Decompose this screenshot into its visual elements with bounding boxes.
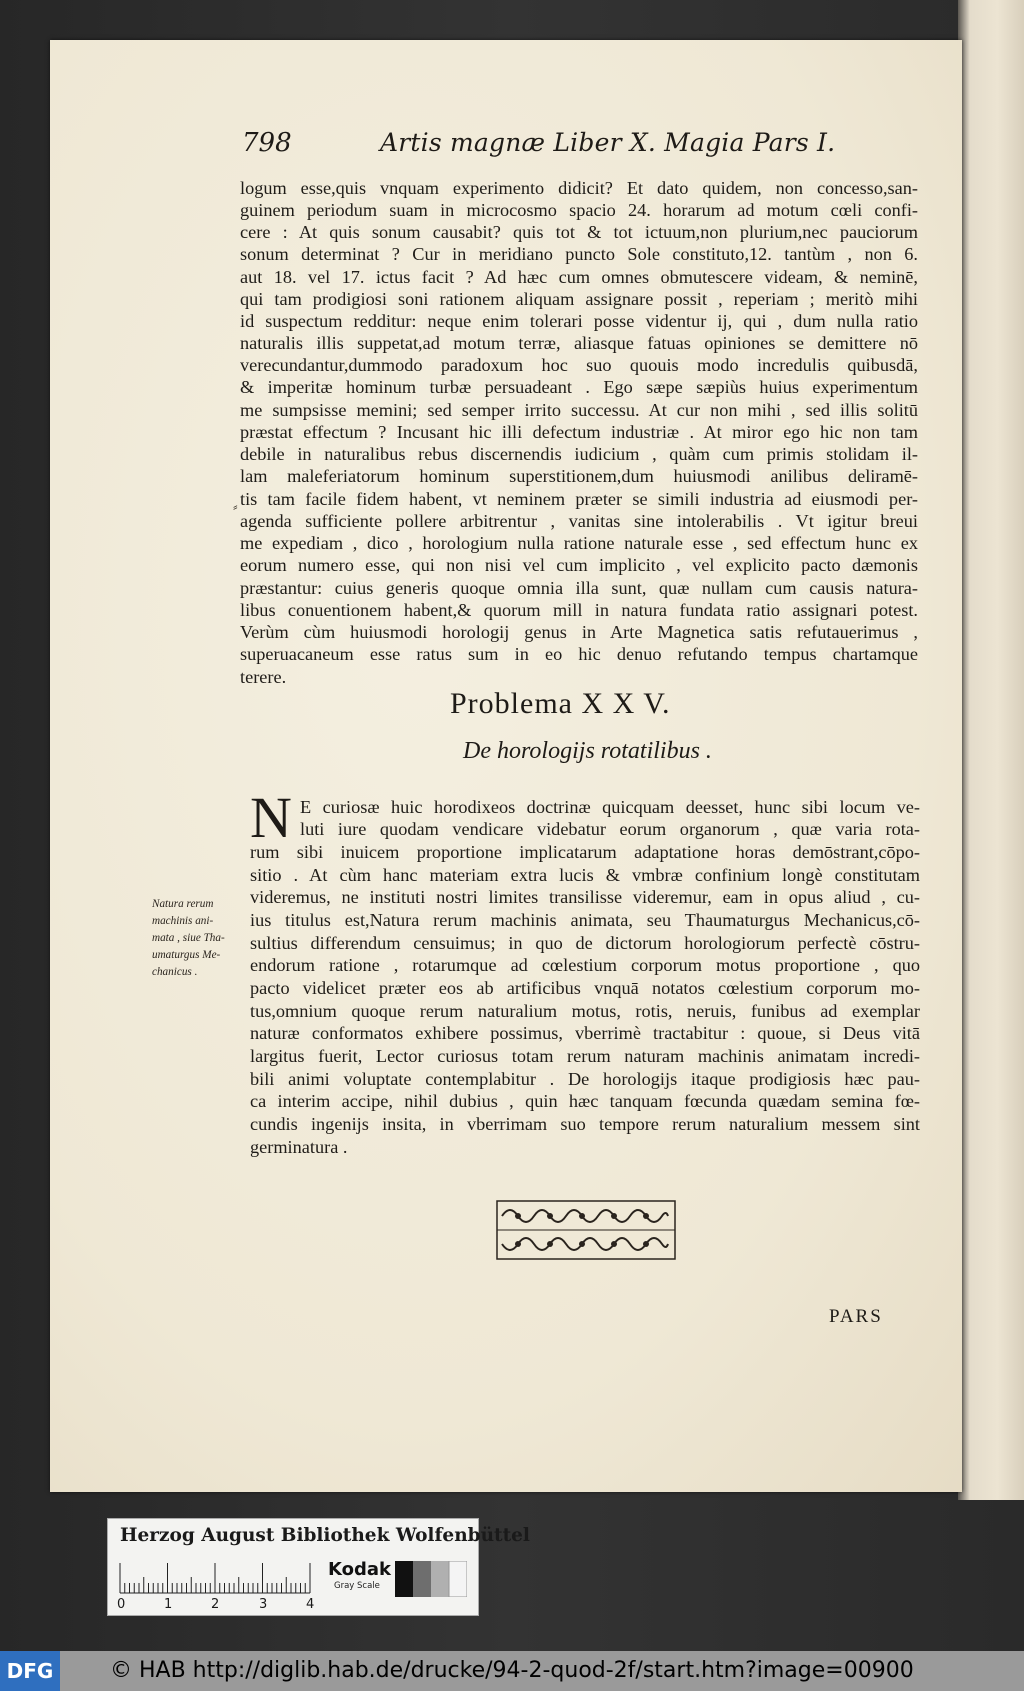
text-line: debile in naturalibus rebus discernendis iudicium , quàm cum primis stolidam il-: [240, 444, 918, 464]
library-color-card: [107, 1518, 530, 1616]
text-line: pacto videlicet præter eos ab artificibus vnquā notatos cœlestium corporum mo-: [250, 978, 920, 998]
text-line: endorum ratione , rotarumque ad cœlestium corporum motus proportione , quo: [250, 955, 920, 975]
problem-title: Problema X X V.: [450, 687, 671, 720]
gray-scale-swatches: [395, 1561, 467, 1597]
text-line: Verùm cùm huiusmodi horologij genus in Arte Magnetica satis refutauerimus ,: [240, 622, 918, 642]
ruler-label: 3: [259, 1597, 268, 1612]
decorative-ornament: [496, 1200, 676, 1260]
gray-scale-label: Gray Scale: [334, 1581, 380, 1591]
margin-note-line: umaturgus Me-: [152, 949, 221, 961]
text-line: sonum determinat ? Cur in meridiano puncto Sole constituto,12. tantùm , non 6.: [240, 244, 918, 264]
text-line: E curiosæ huic horodixeos doctrinæ quicquam deesset, hunc sibi locum ve-: [300, 797, 920, 817]
measurement-ruler: [116, 1559, 312, 1595]
text-line: me sumpsisse memini; sed semper irrito successu. At cur non mihi , sed illis solitū: [240, 400, 918, 420]
margin-note-line: chanicus .: [152, 966, 198, 978]
text-line: naturæ conformatos exhibere possimus, vberrimè tractabitur : quoue, si Deus vitā: [250, 1023, 920, 1043]
ruler-label: 0: [117, 1597, 126, 1612]
text-line: luti iure quodam vendicare videbatur eorum organorum , quæ varia rota-: [300, 819, 920, 839]
text-line: logum esse,quis vnquam experimento didicit? Et dato quidem, non concesso,san-: [240, 178, 918, 198]
margin-note-line: mata , siue Tha-: [152, 932, 225, 944]
text-line: guinem periodum suam in microcosmo spacio 24. horarum ad motum cœli confi-: [240, 200, 918, 220]
text-line: ius titulus est,Natura rerum machinis animata, seu Thaumaturgus Mechanicus,cō-: [250, 910, 920, 930]
text-line: largitus fuerit, Lector curiosus totam rerum naturam machinis animatam incredi-: [250, 1046, 920, 1066]
text-line: libus conuentionem habent,& quorum mill in natura fundata ratio assignari potest.: [240, 600, 918, 620]
margin-mark: ⸗: [233, 500, 238, 515]
text-line: id suspectum redditur: neque enim tolerari posse videntur ij, qui , dum nulla ratio: [240, 311, 918, 331]
text-line: bili animi voluptate contemplabitur . De horologijs itaque prodigiosis hæc pau-: [250, 1069, 920, 1089]
ruler-label: 4: [306, 1597, 315, 1612]
text-line: germinatura .: [250, 1137, 348, 1157]
text-line: naturalis illis suppetat,ad motum terræ, aliasque fatuas opiniones se demittere nō: [240, 333, 918, 353]
facing-page-edge: [958, 0, 1024, 1500]
text-line: ca interim accipe, nihil dubius , quin hæc tanquam fœcunda quædam semina fœ-: [250, 1091, 920, 1111]
drop-cap: N: [250, 785, 292, 850]
text-line: agenda sufficiente pollere arbitrentur , vanitas sine intolerabilis . Vt igitur breui: [240, 511, 918, 531]
library-name: Herzog August Bibliothek Wolfenbüttel: [120, 1525, 530, 1546]
catchword: PARS: [829, 1306, 883, 1327]
page-number: 798: [242, 128, 292, 158]
text-line: terere.: [240, 667, 287, 687]
credit-link[interactable]: © HAB http://diglib.hab.de/drucke/94-2-quod-2f/start.htm?image=00900: [110, 1658, 914, 1683]
text-line: rum sibi inuicem proportione implicatarum adaptatione horas demōstrant,cōpo-: [250, 842, 920, 862]
text-line: tus,omnium quoque rerum naturalium motus, rotis, neruis, funibus ad exemplar: [250, 1001, 920, 1021]
text-line: verecundantur,dummodo paradoxum hoc suo quouis modo incredulis quibusdā,: [240, 355, 918, 375]
text-line: cundis ingenijs insita, in vberrimam suo tempore rerum naturalium messem sint: [250, 1114, 920, 1134]
text-line: lam maleferiatorum hominum superstitionem,dum huiusmodi anilibus deliramē-: [240, 466, 918, 486]
text-line: videremus, ne instituti nostri limites transilisse videremur, eam in opus aliud , cu-: [250, 887, 920, 907]
running-title: Artis magnæ Liber X. Magia Pars I.: [380, 128, 836, 157]
text-line: præstantur: cuius generis quoque omnia illa sunt, quæ nullam cum causis natura-: [240, 578, 918, 598]
text-line: aut 18. vel 17. ictus facit ? Ad hæc cum omnes obmutescere videam, & neminē,: [240, 267, 918, 287]
text-line: eorum numero esse, qui non nisi vel cum implicito , vel explicito pacto dæmonis: [240, 555, 918, 575]
text-line: tis tam facile fidem habent, vt neminem præter se simili industria ad eiusmodi per-: [240, 489, 918, 509]
problem-subtitle: De horologijs rotatilibus .: [463, 738, 712, 764]
text-line: qui tam prodigiosi soni rationem aliquam assignare possit , reperiam ; meritò mihi: [240, 289, 918, 309]
text-line: & imperitæ hominum turbæ persuadeant . Ego sæpe sæpiùs huius experimentum: [240, 377, 918, 397]
ruler-label: 1: [164, 1597, 173, 1612]
footer-bar: [0, 1651, 1024, 1691]
margin-note-line: Natura rerum: [152, 898, 214, 910]
text-line: præstat effectum ? Incusant hic illi defectum industriæ . At miror ego hic non tam: [240, 422, 918, 442]
kodak-logo: Kodak: [328, 1559, 391, 1580]
ruler-label: 2: [211, 1597, 220, 1612]
text-line: sultius differendum censuimus; in quo de dictorum horologiorum perfectè cōstru-: [250, 933, 920, 953]
text-line: superuacaneum esse ratus sum in eo hic denuo refutando tempus chartamque: [240, 644, 918, 664]
text-line: me expediam , dico , horologium nulla ratione naturale esse , sed effectum hunc ex: [240, 533, 918, 553]
dfg-logo: DFG: [0, 1651, 60, 1691]
text-line: cere : At quis sonum causabit? quis tot & tot ictuum,non plurium,nec pauciorum: [240, 222, 918, 242]
text-line: sitio . At cùm hanc materiam extra lucis & vmbræ confinium longè constitutam: [250, 865, 920, 885]
margin-note-line: machinis ani-: [152, 915, 214, 927]
